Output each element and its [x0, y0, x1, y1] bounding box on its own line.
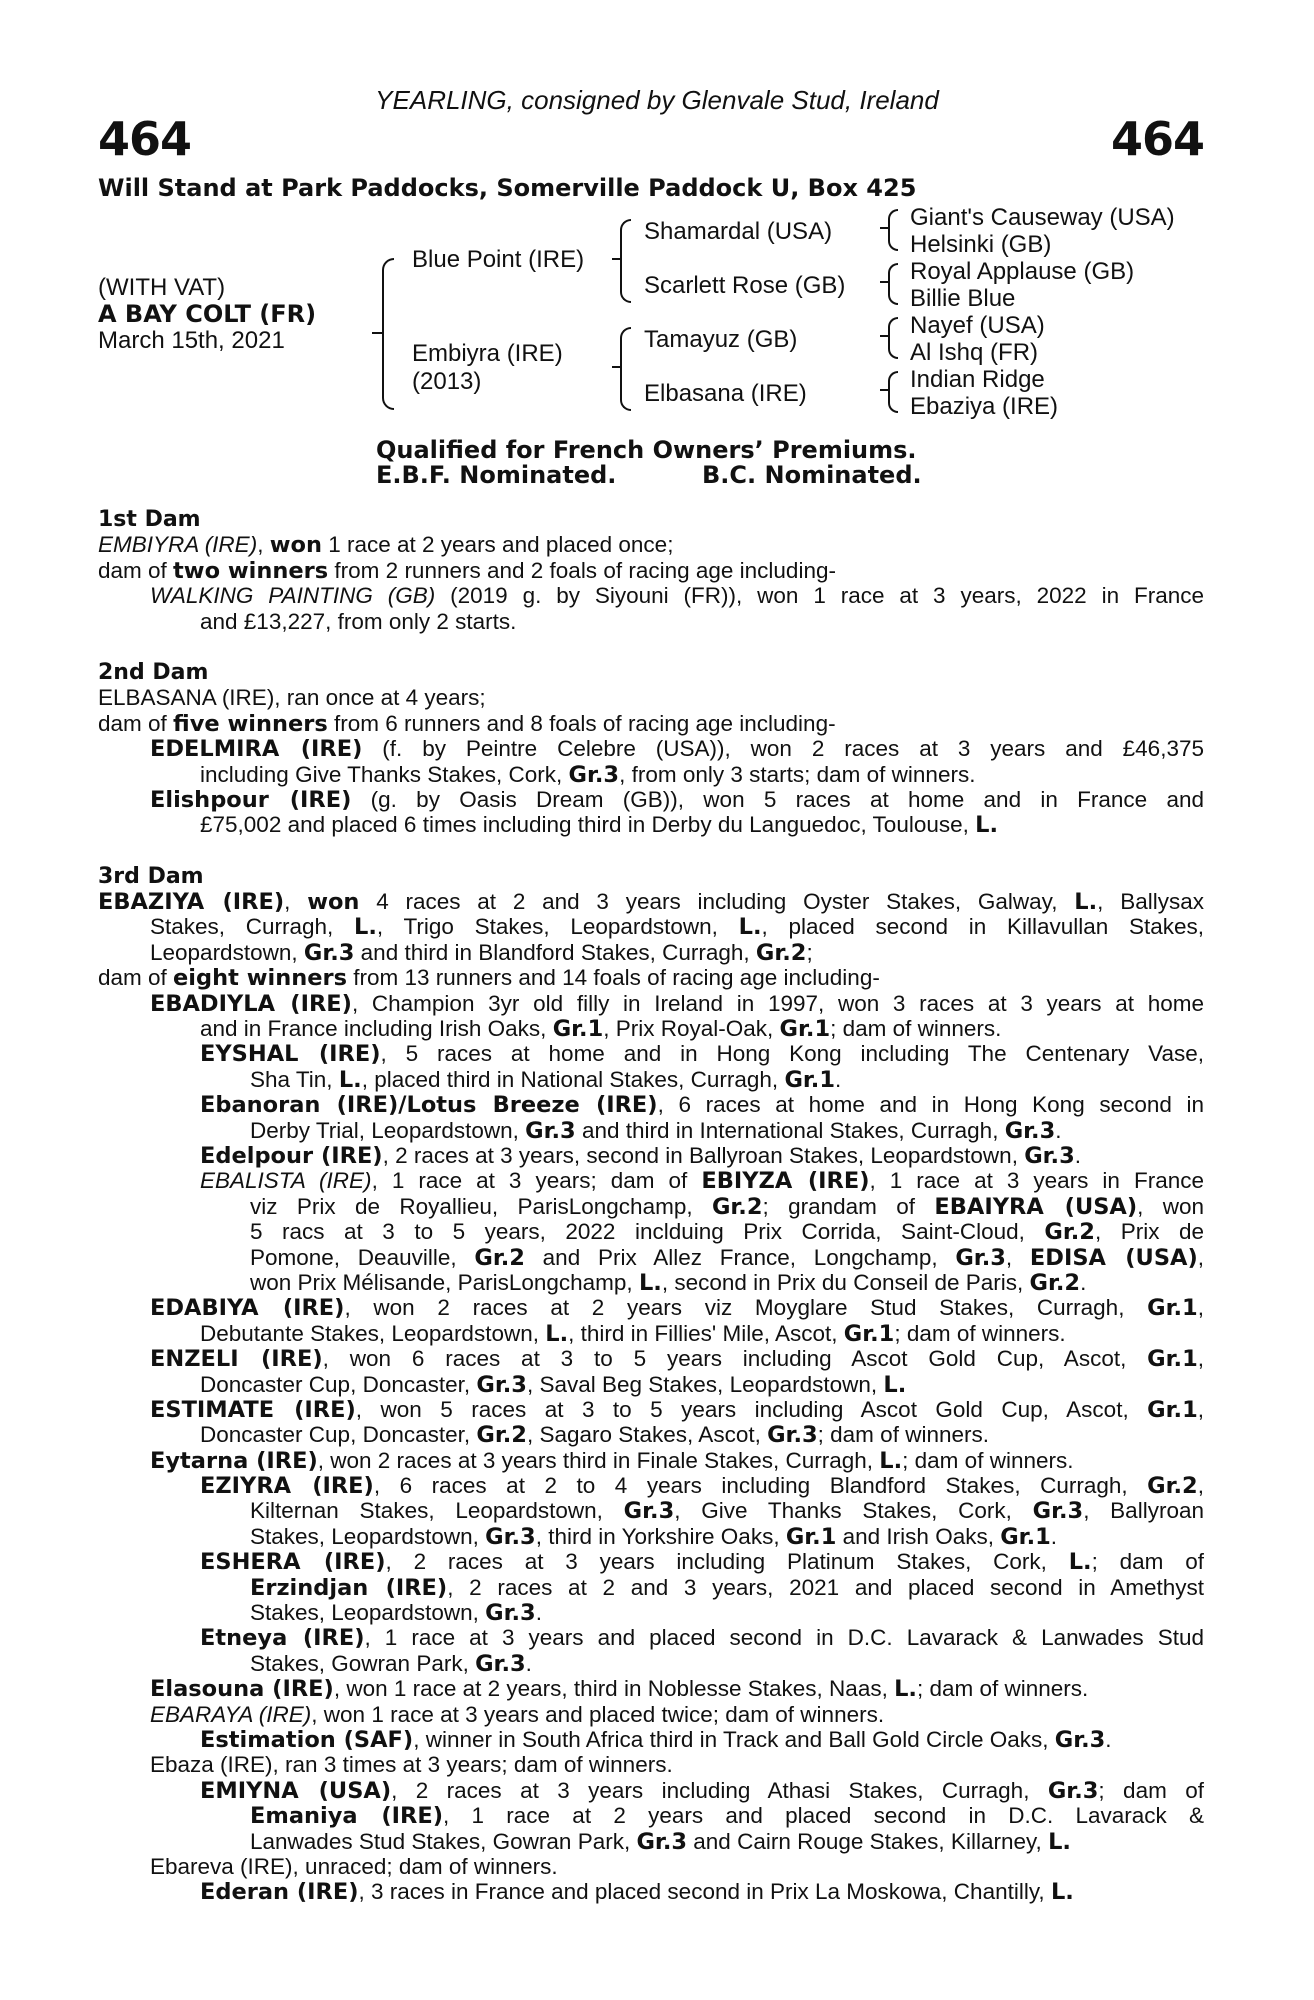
ancestor-g3-8: Ebaziya (IRE)	[910, 393, 1059, 420]
section-heading: 1st Dam	[98, 507, 201, 532]
record-line	[98, 889, 1204, 914]
text: 1 race at 2 years and placed once;	[321, 532, 674, 558]
record-line	[98, 1016, 1204, 1041]
pedigree-brace	[888, 209, 898, 251]
bold-text: Gr.3	[1004, 1117, 1056, 1144]
text: (f. by Peintre Celebre (USA)), won 2 races at 3 years and £46,375	[362, 736, 1204, 762]
text: .	[525, 1650, 532, 1676]
record-line	[98, 787, 1204, 812]
text: , 2 races at 3 years, second in Ballyroan Stakes, Leopardstown,	[382, 1142, 1025, 1168]
ancestor-g3-4: Billie Blue	[910, 285, 1016, 312]
record-line	[98, 991, 1204, 1016]
bold-text: eight winners	[173, 965, 348, 992]
record-line	[98, 1397, 1204, 1422]
text: and Prix Allez France, Longchamp,	[524, 1244, 956, 1270]
text: , second in Prix du Conseil de Paris,	[661, 1269, 1030, 1295]
bold-text: EBAIYRA (USA)	[934, 1193, 1138, 1220]
bold-text: Gr.2	[1147, 1473, 1198, 1499]
record-line	[98, 1727, 1204, 1752]
text: ; dam of	[1091, 1549, 1204, 1575]
bold-text: Gr.2	[755, 939, 807, 966]
record-line	[98, 1549, 1204, 1574]
bold-text: L.	[883, 1371, 907, 1398]
ancestor-g3-2: Helsinki (GB)	[910, 231, 1052, 258]
bold-text: ESHERA (IRE)	[200, 1549, 386, 1575]
text: , Prix de	[1094, 1219, 1204, 1245]
text: ; dam of	[1098, 1777, 1204, 1803]
text: .	[1050, 1523, 1058, 1549]
bold-text: L.	[338, 1066, 362, 1093]
ebf-note: E.B.F. Nominated.	[376, 461, 617, 489]
bold-text: Gr.1	[1000, 1523, 1051, 1550]
record-line	[98, 609, 1204, 634]
record-line	[98, 1651, 1204, 1676]
text: , placed second in Killavullan Stakes,	[761, 914, 1204, 940]
record-line	[98, 1321, 1204, 1346]
record-line	[98, 940, 1204, 965]
text: (2019 g. by Siyouni (FR)), won 1 race at 3 years, 2022 in France	[435, 583, 1204, 609]
record-line	[98, 1625, 1204, 1650]
text: from 2 runners and 2 foals of racing age including-	[328, 557, 836, 583]
text: , Ballyroan	[1083, 1498, 1204, 1524]
text: Leopardstown,	[150, 939, 304, 965]
record-line	[98, 1854, 1204, 1879]
text: , 2 races at 3 years including Athasi Stakes, Curragh,	[391, 1777, 1048, 1803]
bold-text: Emaniya (IRE)	[250, 1803, 444, 1829]
text: ; dam of winners.	[894, 1320, 1066, 1346]
bold-text: L.	[975, 812, 999, 839]
bold-text: Gr.2	[474, 1244, 525, 1270]
text: Sha Tin,	[250, 1066, 339, 1092]
record-line	[98, 583, 1204, 608]
record-line	[98, 1778, 1204, 1803]
dam-sire: Tamayuz (GB)	[644, 326, 798, 353]
record-line	[98, 1092, 1204, 1117]
record-line	[98, 1448, 1204, 1473]
text: .	[535, 1600, 542, 1626]
bold-text: L.	[1068, 1549, 1092, 1575]
text: 5 racs at 3 to 5 years, 2022 inclduing Prix Corrida, Saint-Cloud,	[250, 1219, 1045, 1245]
record-line	[98, 1473, 1204, 1498]
italic-name: EBALISTA (IRE)	[200, 1168, 372, 1194]
bold-text: Elasouna (IRE)	[150, 1676, 334, 1703]
text: , third in Fillies' Mile, Ascot,	[568, 1320, 844, 1346]
text: , Prix Royal-Oak,	[603, 1016, 780, 1042]
text: , 1 race at 3 years in France	[869, 1168, 1204, 1194]
bold-text: Gr.2	[711, 1193, 763, 1220]
bold-text: Gr.2	[1044, 1219, 1095, 1245]
italic-name: EMBIYRA (IRE)	[98, 532, 258, 558]
text: ; dam of winners.	[830, 1016, 1002, 1042]
bold-text: Gr.3	[1047, 1777, 1099, 1804]
text: dam of	[98, 557, 174, 583]
record-line	[98, 1879, 1204, 1904]
text: Ebareva (IRE), unraced; dam of winners.	[150, 1853, 558, 1879]
record-line	[98, 1194, 1204, 1219]
text: Ebaza (IRE), ran 3 times at 3 years; dam of winners.	[150, 1752, 673, 1778]
text: ; dam of winners.	[916, 1676, 1089, 1702]
text: , 2 races at 3 years including Platinum Stakes, Cork,	[385, 1549, 1069, 1575]
bold-text: five winners	[173, 710, 328, 737]
record-line	[98, 558, 1204, 583]
bold-text: EDABIYA (IRE)	[150, 1295, 345, 1321]
dam: Embiyra (IRE)	[412, 340, 563, 367]
text: ;	[806, 939, 813, 965]
text: .	[1074, 1142, 1082, 1168]
text: Lanwades Stud Stakes, Gowran Park,	[250, 1828, 637, 1854]
text: Doncaster Cup, Doncaster,	[200, 1422, 477, 1448]
text: from 13 runners and 14 foals of racing age including-	[347, 965, 880, 991]
bold-text: Gr.3	[485, 1600, 536, 1627]
bold-text: Gr.3	[476, 1371, 527, 1398]
stand-location: Will Stand at Park Paddocks, Somerville Paddock U, Box 425	[98, 174, 917, 202]
record-line	[98, 1372, 1204, 1397]
text: ; grandam of	[762, 1193, 935, 1219]
bold-text: Gr.1	[785, 1523, 837, 1550]
pedigree-brace	[620, 327, 631, 411]
bold-text: Gr.3	[767, 1422, 818, 1449]
text: , won 1 race at 3 years and placed twice; dam of winners.	[311, 1701, 885, 1727]
ancestor-g3-5: Nayef (USA)	[910, 312, 1045, 339]
text: ,	[1197, 1396, 1204, 1422]
bold-text: L.	[879, 1447, 903, 1474]
text: ,	[1197, 1346, 1204, 1372]
record-line	[98, 532, 1204, 557]
text: and £13,227, from only 2 starts.	[200, 608, 517, 634]
text: from 6 runners and 8 foals of racing age including-	[327, 710, 836, 736]
bold-text: Gr.2	[476, 1422, 527, 1449]
ancestor-g3-7: Indian Ridge	[910, 366, 1045, 393]
record-line	[98, 762, 1204, 787]
bold-text: EDISA (USA)	[1029, 1244, 1198, 1270]
bold-text: Gr.3	[623, 1498, 675, 1524]
text: ,	[1197, 1295, 1204, 1321]
text: ; dam of winners.	[817, 1422, 989, 1448]
text: , 6 races at 2 to 4 years including Blandford Stakes, Curragh,	[373, 1473, 1148, 1499]
record-line	[98, 711, 1204, 736]
pedigree-brace-tip	[880, 335, 889, 337]
section-gap	[98, 634, 1204, 660]
bold-text: EBADIYLA (IRE)	[150, 990, 352, 1017]
bold-text: L.	[638, 1269, 662, 1296]
record-line	[98, 1295, 1204, 1320]
bold-text: Gr.3	[525, 1117, 576, 1144]
text: , 6 races at home and in Hong Kong second in	[657, 1092, 1204, 1118]
pedigree-brace-tip	[612, 366, 621, 368]
bold-text: EZIYRA (IRE)	[200, 1473, 374, 1499]
pedigree-brace-tip	[880, 227, 889, 229]
text: ,	[284, 889, 308, 915]
bold-text: Gr.3	[568, 761, 620, 788]
record-line	[98, 1422, 1204, 1447]
bold-text: EBAZIYA (IRE)	[98, 889, 285, 915]
text: Pomone, Deauville,	[250, 1244, 475, 1270]
record-line	[98, 736, 1204, 761]
bold-text: L.	[738, 914, 762, 940]
text: ,	[257, 532, 270, 558]
text: .	[1080, 1269, 1087, 1295]
bold-text: Gr.3	[636, 1828, 688, 1855]
text: , won 5 races at 3 to 5 years including Ascot Gold Cup, Ascot,	[355, 1396, 1148, 1422]
sire-dam: Scarlett Rose (GB)	[644, 272, 846, 299]
bold-text: L.	[545, 1320, 569, 1347]
foaling-date: March 15th, 2021	[98, 327, 285, 354]
text: dam of	[98, 710, 174, 736]
pedigree-brace	[888, 317, 898, 359]
record-line	[98, 1346, 1204, 1371]
text: and third in International Stakes, Curragh,	[575, 1117, 1005, 1143]
bold-text: Etneya (IRE)	[200, 1625, 365, 1651]
horse-name: A BAY COLT (FR)	[98, 300, 317, 328]
bold-text: Gr.3	[475, 1650, 526, 1677]
record-line	[98, 1041, 1204, 1066]
text: Derby Trial, Leopardstown,	[250, 1117, 526, 1143]
record-line	[98, 1702, 1204, 1727]
bold-text: Gr.3	[485, 1523, 536, 1550]
text: , Trigo Stakes, Leopardstown,	[376, 914, 739, 940]
bold-text: L.	[1050, 1879, 1074, 1906]
italic-name: EBARAYA (IRE)	[150, 1701, 312, 1727]
pedigree-brace	[620, 219, 631, 303]
record-line	[98, 1219, 1204, 1244]
bold-text: EDELMIRA (IRE)	[150, 736, 363, 762]
pedigree-brace-tip	[372, 332, 382, 334]
record-line	[98, 1168, 1204, 1193]
pedigree-brace-tip	[880, 389, 889, 391]
bold-text: Gr.1	[779, 1016, 831, 1043]
record-line	[98, 1803, 1204, 1828]
text: , 2 races at 2 and 3 years, 2021 and placed second in Amethyst	[447, 1574, 1204, 1600]
bold-text: won	[307, 889, 360, 915]
text: 4 races at 2 and 3 years including Oyster Stakes, Galway,	[359, 889, 1075, 915]
section-heading: 2nd Dam	[98, 659, 209, 685]
bold-text: Edelpour (IRE)	[200, 1142, 383, 1169]
text: won Prix Mélisande, ParisLongchamp,	[250, 1269, 639, 1295]
text: ,	[1005, 1244, 1030, 1270]
pedigree-brace	[382, 258, 394, 410]
text: , won 2 races at 3 years third in Finale Stakes, Curragh,	[317, 1447, 880, 1473]
bold-text: Gr.1	[843, 1320, 895, 1347]
bold-text: Gr.3	[1032, 1498, 1084, 1524]
text: .	[1055, 1117, 1062, 1143]
ancestor-g3-1: Giant's Causeway (USA)	[910, 204, 1175, 231]
section-heading: 3rd Dam	[98, 863, 204, 889]
text: , placed third in National Stakes, Curragh,	[361, 1066, 785, 1092]
record-line	[98, 1600, 1204, 1625]
text: ELBASANA (IRE), ran once at 4 years;	[98, 685, 486, 711]
record-line	[98, 1752, 1204, 1777]
record-line	[98, 1067, 1204, 1092]
text: , 5 races at home and in Hong Kong including The Centenary Vase,	[380, 1041, 1204, 1067]
bold-text: Gr.2	[1029, 1269, 1081, 1296]
lot-number-left: 464	[98, 112, 192, 166]
bold-text: L.	[1074, 889, 1098, 915]
text: , 1 race at 3 years; dam of	[371, 1168, 702, 1194]
bold-text: EYSHAL (IRE)	[200, 1041, 381, 1067]
bold-text: Gr.3	[1054, 1726, 1106, 1753]
record-line	[98, 1143, 1204, 1168]
text: £75,002 and placed 6 times including third in Derby du Languedoc, Toulouse,	[200, 812, 976, 838]
bold-text: won	[269, 532, 322, 559]
record-line	[98, 1829, 1204, 1854]
bold-text: ESTIMATE (IRE)	[150, 1396, 356, 1423]
text: , won 2 races at 2 years viz Moyglare Stud Stakes, Curragh,	[344, 1295, 1148, 1321]
vat-note: (WITH VAT)	[98, 274, 226, 301]
bold-text: Gr.1	[1147, 1295, 1198, 1321]
text: Stakes, Leopardstown,	[250, 1523, 486, 1549]
text: , Ballysax	[1097, 889, 1204, 915]
text: ,	[1197, 1473, 1204, 1499]
bold-text: two winners	[173, 557, 329, 584]
record-line	[98, 1270, 1204, 1295]
text: Stakes, Gowran Park,	[250, 1650, 476, 1676]
text: including Give Thanks Stakes, Cork,	[200, 761, 569, 787]
bold-text: EMIYNA (USA)	[200, 1777, 392, 1804]
text: and Cairn Rouge Stakes, Killarney,	[687, 1828, 1049, 1854]
text: Stakes, Leopardstown,	[250, 1600, 486, 1626]
dam-dam: Elbasana (IRE)	[644, 380, 807, 407]
text: , 1 race at 2 years and placed second in D.C. Lavarack &	[443, 1803, 1204, 1829]
text: Debutante Stakes, Leopardstown,	[200, 1320, 546, 1346]
bold-text: Gr.3	[303, 939, 355, 966]
lot-number-right: 464	[1110, 112, 1204, 166]
bold-text: L.	[1048, 1828, 1071, 1855]
pedigree-brace	[888, 371, 898, 413]
bold-text: Eytarna (IRE)	[150, 1447, 318, 1474]
record-line	[98, 965, 1204, 990]
record-line	[98, 1676, 1204, 1701]
dam-year: (2013)	[412, 368, 482, 395]
ancestor-g3-3: Royal Applause (GB)	[910, 258, 1135, 285]
section-gap	[98, 838, 1204, 864]
bold-text: Gr.1	[1147, 1396, 1198, 1423]
pedigree-brace	[888, 263, 898, 305]
premiums-note: Qualified for French Owners’ Premiums.	[376, 436, 917, 464]
italic-name: WALKING PAINTING (GB)	[150, 583, 436, 609]
bold-text: Gr.3	[955, 1244, 1006, 1270]
ancestor-g3-6: Al Ishq (FR)	[910, 339, 1039, 366]
record-line	[98, 1245, 1204, 1270]
text: Kilternan Stakes, Leopardstown,	[250, 1498, 624, 1524]
bold-text: Erzindjan (IRE)	[250, 1574, 448, 1601]
text: and Irish Oaks,	[836, 1523, 1001, 1549]
text: viz Prix de Royallieu, ParisLongchamp,	[250, 1193, 712, 1219]
bold-text: Elishpour (IRE)	[150, 786, 352, 813]
bold-text: Gr.1	[1147, 1346, 1198, 1372]
record-line	[98, 914, 1204, 939]
sire-sire: Shamardal (USA)	[644, 218, 833, 245]
text: dam of	[98, 965, 174, 991]
record-line	[98, 1118, 1204, 1143]
text: ; dam of winners.	[902, 1447, 1074, 1473]
text: Stakes, Curragh,	[150, 914, 354, 940]
text: and third in Blandford Stakes, Curragh,	[354, 939, 756, 965]
text: , won 6 races at 3 to 5 years including Ascot Gold Cup, Ascot,	[322, 1346, 1148, 1372]
pedigree-brace-tip	[612, 258, 621, 260]
bold-text: L.	[894, 1676, 917, 1703]
text: , 3 races in France and placed second in Prix La Moskowa, Chantilly,	[358, 1879, 1051, 1905]
text: , won	[1137, 1193, 1204, 1219]
bc-note: B.C. Nominated.	[702, 461, 922, 489]
bold-text: EBIYZA (IRE)	[701, 1168, 870, 1194]
text: , winner in South Africa third in Track and Ball Gold Circle Oaks,	[413, 1726, 1055, 1752]
bold-text: Gr.3	[1024, 1142, 1075, 1169]
text: .	[835, 1066, 842, 1092]
record-line	[98, 1524, 1204, 1549]
sire: Blue Point (IRE)	[412, 246, 585, 273]
produce-record	[98, 507, 1204, 1905]
pedigree-brace-tip	[880, 281, 889, 283]
bold-text: Gr.1	[784, 1066, 835, 1093]
text: ,	[1197, 1244, 1204, 1270]
record-line	[98, 812, 1204, 837]
text: and in France including Irish Oaks,	[200, 1016, 553, 1042]
bold-text: Gr.1	[552, 1016, 604, 1043]
text: (g. by Oasis Dream (GB)), won 5 races at home and in France and	[351, 786, 1204, 812]
record-line	[98, 685, 1204, 710]
record-line	[98, 1575, 1204, 1600]
bold-text: L.	[354, 914, 377, 940]
text: Doncaster Cup, Doncaster,	[200, 1371, 477, 1397]
text: , third in Yorkshire Oaks,	[535, 1523, 786, 1549]
text: , Saval Beg Stakes, Leopardstown,	[526, 1371, 884, 1397]
text: , won 1 race at 2 years, third in Noblesse Stakes, Naas,	[333, 1676, 895, 1702]
text: , from only 3 starts; dam of winners.	[619, 761, 976, 787]
bold-text: Estimation (SAF)	[200, 1726, 414, 1753]
text: , Give Thanks Stakes, Cork,	[674, 1498, 1033, 1524]
consignment-line: YEARLING, consigned by Glenvale Stud, Ireland	[375, 85, 939, 115]
text: , 1 race at 3 years and placed second in D.C. Lavarack & Lanwades Stud	[364, 1625, 1204, 1651]
text: .	[1105, 1726, 1112, 1752]
text: , Champion 3yr old filly in Ireland in 1997, won 3 races at 3 years at home	[351, 990, 1204, 1016]
text: , Sagaro Stakes, Ascot,	[526, 1422, 768, 1448]
bold-text: Ebanoran (IRE)/Lotus Breeze (IRE)	[200, 1092, 658, 1118]
bold-text: Ederan (IRE)	[200, 1879, 359, 1906]
record-line	[98, 1498, 1204, 1523]
bold-text: ENZELI (IRE)	[150, 1346, 323, 1372]
